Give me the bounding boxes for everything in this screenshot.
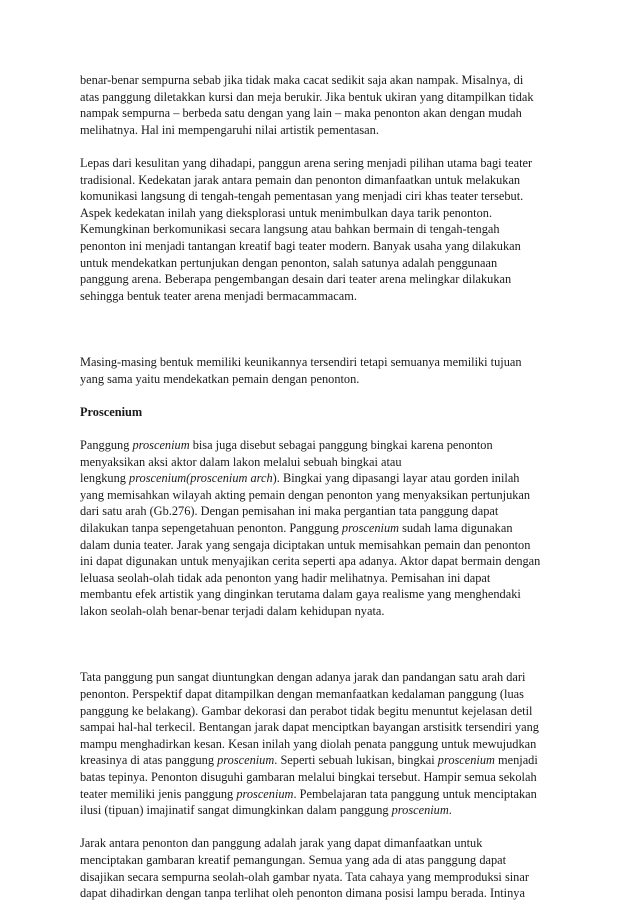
italic-term: proscenium xyxy=(391,803,449,818)
italic-term: proscenium xyxy=(132,438,190,453)
italic-term: proscenium xyxy=(437,753,495,768)
paragraph-6: Jarak antara penonton dan panggung adalah jarak yang dapat dimanfaatkan untuk menciptakan gambaran kreatif pemangungan. Semua yang ada di atas panggung dapat disajikan secara sempurna seolah-olah gambar nyata. Tata cahaya yang memproduksi sinar dapat dihadirkan dengan tanpa terlihat oleh penonton dimana posisi lampu berada. Intinya xyxy=(80,836,529,901)
paragraph-gap xyxy=(80,321,562,354)
text-run: ). Bingkai yang dipasangi layar atau gorden inilah yang memisahkan wilayah akting pemain dengan penonton yang menyaksikan pertunjukan dari satu arah (Gb.276). Dengan pemisahan ini maka pergantian tata panggung dapat dilakukan tanpa sepengetahuan penonton. Panggung xyxy=(80,471,531,536)
section-heading-proscenium: Proscenium xyxy=(80,404,143,419)
paragraph-1: benar-benar sempurna sebab jika tidak maka cacat sedikit saja akan nampak. Misalnya, di atas panggung diletakkan kursi dan meja berukir. Jika bentuk ukiran yang ditampilkan tidak nampak sempurna – berbeda satu dengan yang lain – maka penonton akan dengan mudah melihatnya. Hal ini mempengaruhi nilai artistik pementasan. xyxy=(80,73,534,137)
italic-term: proscenium xyxy=(217,753,275,768)
text-run: Tata panggung pun sangat diuntungkan dengan adanya jarak dan pandangan satu arah dari penonton. Perspektif dapat ditampilkan dengan memanfaatkan kedalaman panggung (luas panggung ke belakang). Gambar dekorasi dan perabot tidak begitu menuntut kejelasan detil sampai hal-hal terkecil. Bentangan jarak dapat menciptkan bayangan arstisitk tersendiri yang mampu menghadirkan kesan. Kesan inilah yang diolah penata panggung untuk mewujudkan kreasinya di atas panggung xyxy=(80,670,539,768)
text-run: menjadi batas tepinya. Penonton disuguhi gambaran melalui bingkai tersebut. Hampir semua sekolah teater memiliki jenis panggung xyxy=(80,753,538,801)
italic-term: proscenium xyxy=(341,521,400,536)
text-run: . Seperti sebuah lukisan, bingkai xyxy=(274,753,438,768)
text-run: bisa juga disebut sebagai panggung bingkai karena penonton menyaksikan aksi aktor dalam lakon melalui sebuah bingkai atau lengkung xyxy=(80,438,493,486)
document-page xyxy=(80,72,562,918)
text-run: . Pembelajaran tata panggung untuk menciptakan ilusi (tipuan) imajinatif sangat dimungkinkan dalam panggung xyxy=(80,786,537,818)
italic-term: proscenium(proscenium arch xyxy=(129,471,273,486)
paragraph-4 xyxy=(80,437,562,620)
italic-term: proscenium xyxy=(236,786,294,801)
paragraph-gap xyxy=(80,636,562,669)
paragraph-5 xyxy=(80,669,562,818)
text-run: sudah lama digunakan dalam dunia teater. Jarak yang sengaja diciptakan untuk memisahkan pemain dan penonton ini dapat digunakan untuk menyajikan cerita seperti apa adanya. Aktor dapat bermain dengan leluasa seolah-olah tidak ada penonton yang hadir melihatnya. Pemisahan ini dapat membantu efek artistik yang dinginkan terutama dalam gaya realisme yang menghendaki lakon seolah-olah benar-benar terjadi dalam kehidupan nyata. xyxy=(80,521,541,618)
text-run: Panggung xyxy=(80,438,133,453)
text-run: . xyxy=(448,803,452,818)
paragraph-3: Masing-masing bentuk memiliki keunikannya tersendiri tetapi semuanya memiliki tujuan yang sama yaitu mendekatkan pemain dengan penonton. xyxy=(80,355,522,386)
paragraph-2: Lepas dari kesulitan yang dihadapi, panggun arena sering menjadi pilihan utama bagi teater tradisional. Kedekatan jarak antara pemain dan penonton dimanfaatkan untuk melakukan komunikasi langsung di tengah-tengah pementasan yang menjadi ciri khas teater tersebut. Aspek kedekatan inilah yang dieksplorasi untuk menimbulkan daya tarik penonton. Kemungkinan berkomunikasi secara langsung atau bahkan bermain di tengah-tengah penonton ini menjadi tantangan kreatif bagi teater modern. Banyak usaha yang dilakukan untuk mendekatkan pertunjukan dengan penonton, salah satunya adalah penggunaan panggung arena. Beberapa pengembangan desain dari teater arena melingkar dilakukan sehingga bentuk teater arena menjadi bermacammacam. xyxy=(80,155,533,303)
